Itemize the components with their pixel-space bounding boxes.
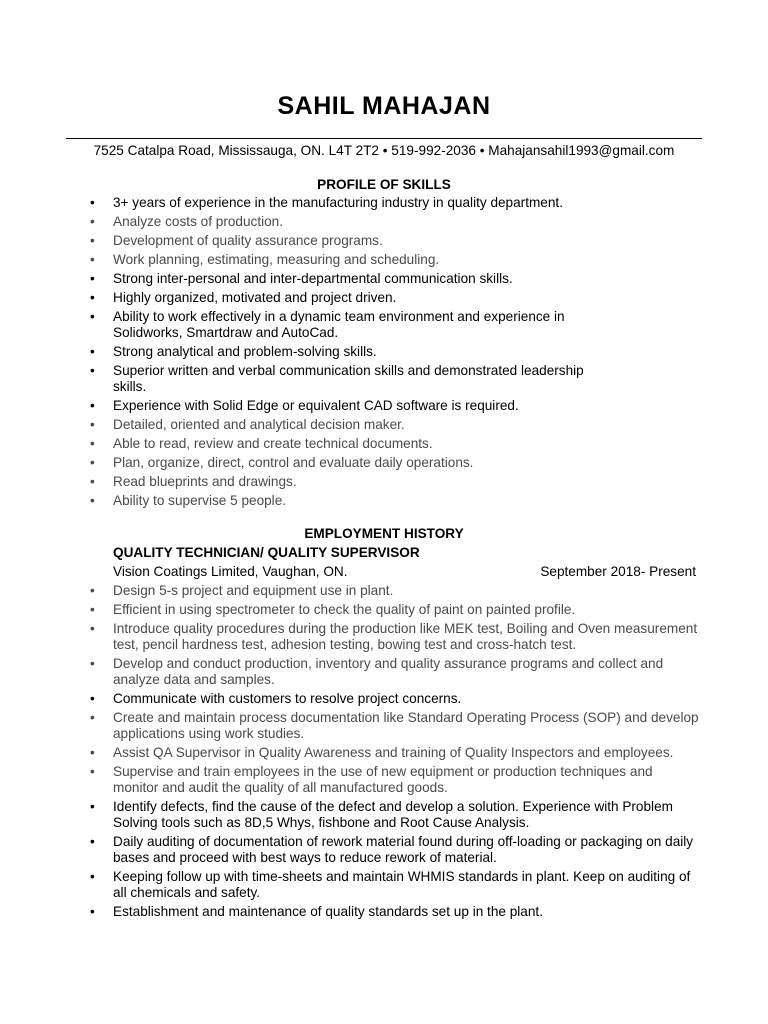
list-item: • Introduce quality procedures during the production like MEK test, Boiling and Oven measurement test, pencil hardness test, adhesion testing, bowing test and cross-hatch test. bbox=[90, 621, 700, 653]
company-name: Vision Coatings Limited, Vaughan, ON. bbox=[113, 564, 348, 579]
list-item: • Identify defects, find the cause of the defect and develop a solution. Experience with Problem Solving tools such as 8D,5 Whys, fishbone and Root Cause Analysis. bbox=[90, 799, 700, 831]
list-item: • Read blueprints and drawings. bbox=[90, 474, 700, 490]
list-item: • Assist QA Supervisor in Quality Awareness and training of Quality Inspectors and employees. bbox=[90, 745, 700, 761]
employment-duties-list bbox=[90, 583, 700, 923]
contact-line: 7525 Catalpa Road, Mississauga, ON. L4T 2T2 • 519-992-2036 • Mahajansahil1993@gmail.com bbox=[93, 143, 675, 158]
list-item: • Experience with Solid Edge or equivalent CAD software is required. bbox=[90, 398, 700, 414]
list-item: • Plan, organize, direct, control and evaluate daily operations. bbox=[90, 455, 700, 471]
skills-list bbox=[90, 195, 700, 512]
list-item: • Efficient in using spectrometer to check the quality of paint on painted profile. bbox=[90, 602, 700, 618]
list-item: • Work planning, estimating, measuring and scheduling. bbox=[90, 252, 700, 268]
employment-section-title: EMPLOYMENT HISTORY bbox=[304, 526, 464, 541]
list-item: • Establishment and maintenance of quality standards set up in the plant. bbox=[90, 904, 700, 920]
list-item: • Develop and conduct production, inventory and quality assurance programs and collect and analyze data and samples. bbox=[90, 656, 700, 688]
resume-name: SAHIL MAHAJAN bbox=[277, 92, 491, 120]
list-item: • Ability to work effectively in a dynamic team environment and experience in Solidworks, Smartdraw and AutoCad. bbox=[90, 309, 700, 341]
header-divider bbox=[66, 138, 702, 139]
list-item: • Development of quality assurance programs. bbox=[90, 233, 700, 249]
skills-section-title: PROFILE OF SKILLS bbox=[317, 177, 451, 192]
list-item: • Superior written and verbal communication skills and demonstrated leadership skills. bbox=[90, 363, 700, 395]
employment-dates: September 2018- Present bbox=[540, 564, 696, 579]
list-item: • Create and maintain process documentation like Standard Operating Process (SOP) and develop applications using work studies. bbox=[90, 710, 700, 742]
list-item: • Supervise and train employees in the use of new equipment or production techniques and monitor and audit the quality of all manufactured goods. bbox=[90, 764, 700, 796]
list-item: • Analyze costs of production. bbox=[90, 214, 700, 230]
list-item: • 3+ years of experience in the manufacturing industry in quality department. bbox=[90, 195, 700, 211]
list-item: • Strong inter-personal and inter-departmental communication skills. bbox=[90, 271, 700, 287]
list-item: • Ability to supervise 5 people. bbox=[90, 493, 700, 509]
list-item: • Keeping follow up with time-sheets and maintain WHMIS standards in plant. Keep on auditing of all chemicals and safety. bbox=[90, 869, 700, 901]
list-item: • Strong analytical and problem-solving skills. bbox=[90, 344, 700, 360]
list-item: • Detailed, oriented and analytical decision maker. bbox=[90, 417, 700, 433]
job-title: QUALITY TECHNICIAN/ QUALITY SUPERVISOR bbox=[113, 545, 420, 560]
list-item: • Design 5-s project and equipment use in plant. bbox=[90, 583, 700, 599]
list-item: • Highly organized, motivated and project driven. bbox=[90, 290, 700, 306]
list-item: • Daily auditing of documentation of rework material found during off-loading or packaging on daily bases and proceed with best ways to reduce rework of material. bbox=[90, 834, 700, 866]
list-item: • Able to read, review and create technical documents. bbox=[90, 436, 700, 452]
list-item: • Communicate with customers to resolve project concerns. bbox=[90, 691, 700, 707]
